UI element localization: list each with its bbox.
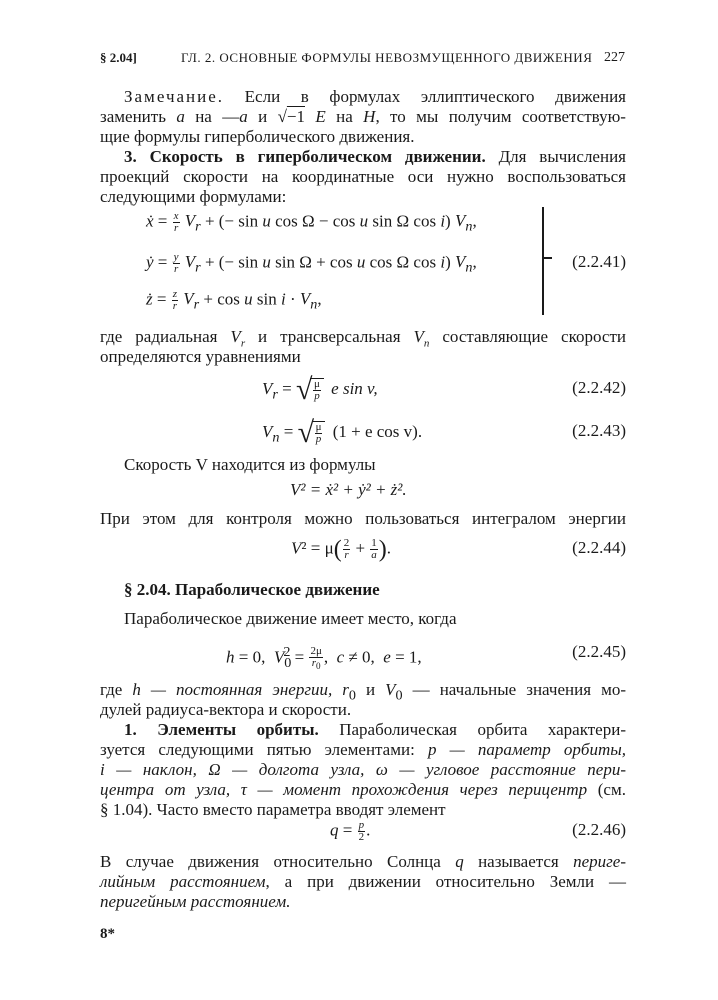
signature-mark: 8* bbox=[100, 926, 115, 942]
sun-line-2: лийным расстоянием, а при движении относительно Земли — bbox=[100, 872, 626, 891]
sec3-title: 3. Скорость в гиперболическом движении. bbox=[124, 147, 486, 166]
elements-line-4: центра от узла, τ — момент прохождения через перицентр (см. bbox=[100, 780, 626, 799]
eq245-formula: h = 0, $V_0^2$ = $\frac{2\mu}{r_0}$ , c ≠ 0, e = 1, bbox=[226, 644, 422, 672]
remark-line-1: Замечание. Если в формулах эллиптического движения bbox=[124, 87, 626, 106]
where-line-1: где h — постоянная энергии, $r_0$ и $V_0$ — начальные значения мо- bbox=[100, 680, 626, 704]
eq242-formula: $V_r$ = √ $\frac{\mu}{p}$ e sin v, bbox=[262, 373, 378, 406]
header-section-ref: § 2.04] bbox=[100, 50, 137, 65]
header-page-number: 227 bbox=[604, 50, 625, 65]
eq246-number: (2.2.46) bbox=[572, 820, 626, 839]
sec204-intro: Параболическое движение имеет место, когда bbox=[124, 609, 457, 628]
elements-title: 1. Элементы орбиты. bbox=[124, 720, 319, 739]
header-chapter-title: ГЛ. 2. ОСНОВНЫЕ ФОРМУЛЫ НЕВОЗМУЩЕННОГО ДВИЖЕНИЯ bbox=[181, 50, 593, 65]
elements-line-5: § 1.04). Часто вместо параметра вводят элемент bbox=[100, 800, 446, 819]
speed-line: Скорость V находится из формулы bbox=[124, 455, 376, 474]
eq241-row-3: ż = $\frac{z}{r}$ $V_r + \cos u$ $\sin i \cdot V_n$, bbox=[146, 288, 322, 313]
remark-line-3: щие формулы гиперболического движения. bbox=[100, 127, 415, 146]
eq244-number: (2.2.44) bbox=[572, 538, 626, 557]
where-line-2: дулей радиуса-вектора и скорости. bbox=[100, 700, 352, 719]
speed-formula: V² = ẋ² + ẏ² + ż². bbox=[290, 480, 407, 499]
eq241-number: (2.2.41) bbox=[572, 252, 626, 271]
sec3-line-2: проекций скорости на координатные оси нужно воспользоваться bbox=[100, 167, 626, 186]
sec3-line-3: следующими формулами: bbox=[100, 187, 287, 206]
eq243-formula: $V_n$ = √ $\frac{\mu}{p}$ (1 + e cos v). bbox=[262, 416, 423, 449]
eq242-number: (2.2.42) bbox=[572, 378, 626, 397]
eq243-number: (2.2.43) bbox=[572, 421, 626, 440]
sun-line-3: перигейным расстоянием. bbox=[100, 892, 291, 911]
radial-line-1: где радиальная $V_r$ и трансверсальная $V_n$ составляющие скорости bbox=[100, 327, 626, 350]
elements-line-2: зуется следующими пятью элементами: p — параметр орбиты, bbox=[100, 740, 627, 759]
eq241-row-1: ẋ = $\frac{x}{r}$ $V_r$ + (− sin u cos Ω − cos u sin Ω cos i) $V_n$, bbox=[146, 210, 477, 235]
eq245-number: (2.2.45) bbox=[572, 642, 626, 661]
energy-line: При этом для контроля можно пользоваться интегралом энергии bbox=[100, 509, 626, 528]
eq241-row-2: ẏ = $\frac{y}{r}$ $V_r$ + (− sin u sin Ω + cos u cos Ω cos i) $V_n$, bbox=[146, 251, 477, 276]
sec204-title: § 2.04. Параболическое движение bbox=[124, 580, 380, 599]
elements-line-3: i — наклон, Ω — долгота узла, ω — угловое расстояние пери- bbox=[100, 760, 626, 779]
sec3-line-1: 3. Скорость в гиперболическом движении. Для вычисления bbox=[124, 147, 626, 166]
radial-line-2: определяются уравнениями bbox=[100, 347, 301, 366]
elements-line-1: 1. Элементы орбиты. Параболическая орбита характери- bbox=[124, 720, 626, 739]
sun-line-1: В случае движения относительно Солнца q называется периге- bbox=[100, 852, 626, 871]
eq244-formula: V² = μ( $\frac{2}{r}$ + $\frac{1}{a}$ ). bbox=[291, 536, 392, 563]
remark-line-2: заменить a на —a и √−1 E на H, то мы получим соответствую- bbox=[100, 107, 626, 126]
eq246-formula: q = $\frac{p}{2}$ . bbox=[330, 819, 371, 843]
